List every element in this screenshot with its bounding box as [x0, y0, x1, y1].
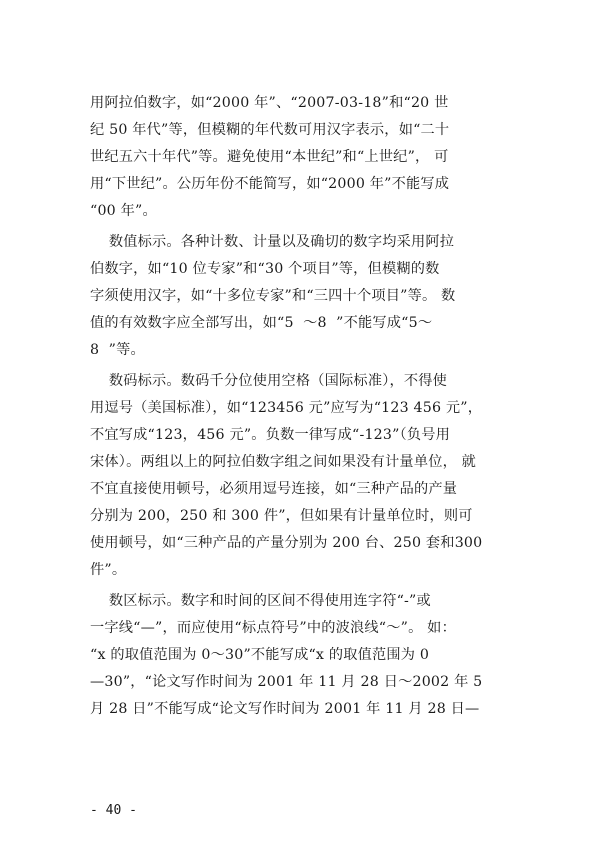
text-line: 不宜直接使用顿号，必须用逗号连接，如“三种产品的产量 [90, 481, 458, 497]
text-line: 不宜写成“123，456 元”。负数一律写成“-123”（负号用 [90, 427, 451, 443]
text-line: 值的有效数字应全部写出，如“5 ～8 ”不能写成“5～ [90, 315, 433, 331]
text-line: 数值标示。各种计数、计量以及确切的数字均采用阿拉 [90, 234, 455, 250]
text-line: 件”。 [90, 562, 127, 578]
text-line: 用逗号（美国标准），如“123456 元”应写为“123 456 元”， [90, 400, 483, 416]
text-line: —30”，“论文写作时间为 2001 年 11 月 28 日～2002 年 5 [90, 674, 483, 690]
text-line: 使用顿号，如“三种产品的产量分别为 200 台、250 套和300 [90, 535, 483, 551]
text-line: “00 年”。 [90, 203, 157, 219]
text-line: 月 28 日”不能写成“论文写作时间为 2001 年 11 月 28 日— [90, 701, 480, 717]
text-line: 世纪五六十年代”等。避免使用“本世纪”和“上世纪”， 可 [90, 149, 449, 165]
text-line: 纪 50 年代”等，但模糊的年代数可用汉字表示，如“二十 [90, 122, 450, 138]
page-number: - 40 - [90, 803, 137, 818]
text-line: 数区标示。数字和时间的区间不得使用连字符“-”或 [90, 593, 431, 609]
text-line: 8 ”等。 [90, 342, 145, 358]
text-line: 用“下世纪”。公历年份不能简写，如“2000 年”不能写成 [90, 176, 450, 192]
text-line: 一字线“—”，而应使用“标点符号”中的波浪线“～”。 如： [90, 620, 456, 636]
text-line: 用阿拉伯数字，如“2000 年”、“2007-03-18”和“20 世 [90, 95, 449, 111]
text-line: 字须使用汉字，如“十多位专家”和“三四十个项目”等。 数 [90, 288, 456, 304]
text-line: 数码标示。数码千分位使用空格（国际标准），不得使 [90, 373, 448, 389]
text-line: 宋体）。两组以上的阿拉伯数字组之间如果没有计量单位， 就 [90, 454, 477, 470]
text-line: 伯数字，如“10 位专家”和“30 个项目”等，但模糊的数 [90, 261, 440, 277]
text-line: 分别为 200，250 和 300 件”，但如果有计量单位时，则可 [90, 508, 473, 524]
text-line: “x 的取值范围为 0～30”不能写成“x 的取值范围为 0 [90, 647, 430, 663]
